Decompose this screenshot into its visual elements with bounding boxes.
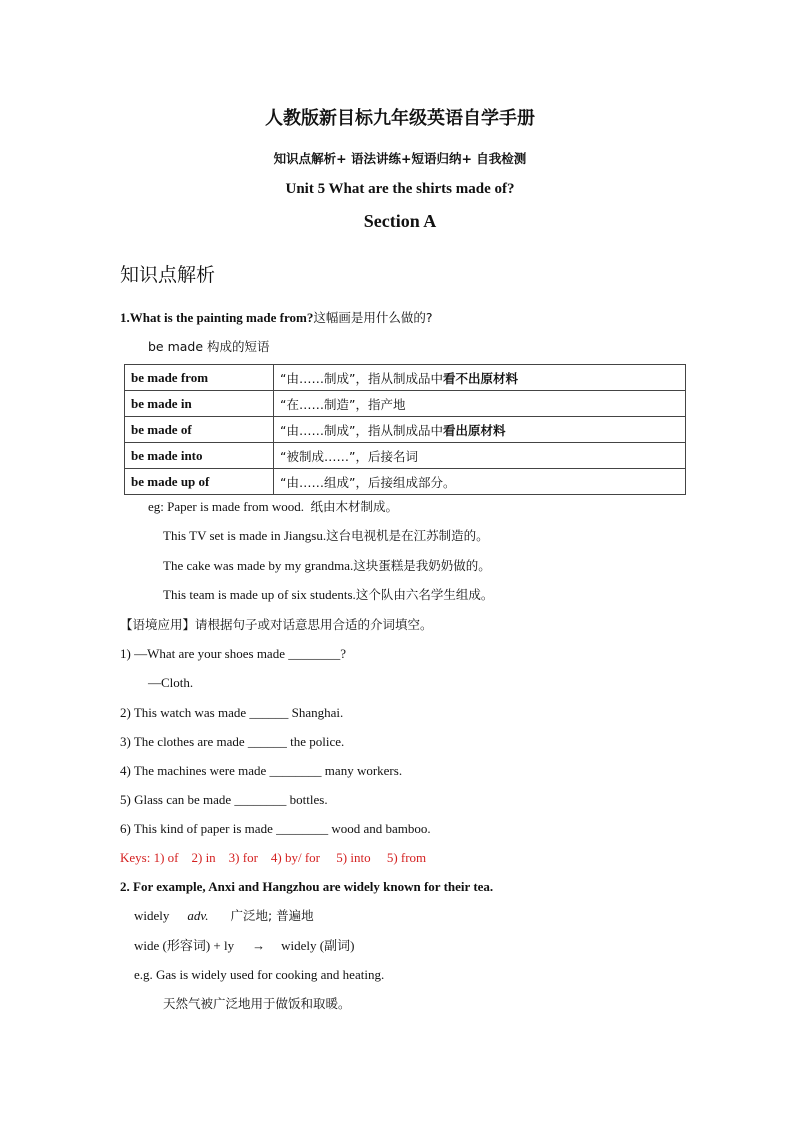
- phrase-table-row: [125, 391, 686, 417]
- unit-title: Unit 5 What are the shirts made of?: [285, 181, 515, 197]
- example-3: [163, 558, 491, 574]
- point2-example-zh: 天然气被广泛地用于做饭和取暖。: [163, 996, 351, 1011]
- meaning-text: “在……制造”，指产地: [280, 396, 406, 412]
- point1-question: 1.What is the painting made from?: [120, 310, 314, 325]
- meaning-text: “由……组成”，后接组成部分。: [280, 474, 456, 490]
- meaning-text: “由……制成”，指从制成品中: [280, 422, 443, 438]
- document-title: 人教版新目标九年级英语自学手册: [265, 108, 535, 129]
- meaning-cell: [274, 417, 686, 443]
- knowledge-heading: 知识点解析: [120, 264, 216, 286]
- document-subtitle: 知识点解析+ 语法讲练+短语归纳+ 自我检测: [273, 151, 527, 166]
- example-4-zh: 这个队由六名学生组成。: [355, 587, 494, 602]
- meaning-cell: [274, 391, 686, 417]
- meaning-cell: [274, 469, 686, 495]
- phrase-table-row: [125, 469, 686, 495]
- widely-definition: [134, 908, 314, 924]
- formation-part-b: widely (副词): [281, 938, 355, 953]
- meaning-text: “由……制成”，指从制成品中: [280, 370, 443, 386]
- meaning-cell: [274, 443, 686, 469]
- phrase-cell: be made of: [125, 417, 274, 443]
- example-1: [148, 499, 398, 515]
- point1-intro: [148, 339, 270, 355]
- meaning-emphasis: 看不出原材料: [442, 370, 518, 386]
- section-title: Section A: [363, 211, 437, 231]
- example-2: [163, 528, 489, 544]
- point2-title: [120, 879, 493, 895]
- phrase-cell: be made into: [125, 443, 274, 469]
- exercise-q6: 6) This kind of paper is made ________ wood and bamboo.: [120, 821, 431, 836]
- widely-formation: [134, 938, 354, 954]
- exercise-q3: 3) The clothes are made ______ the police.: [120, 734, 345, 749]
- widely-pos: adv.: [187, 908, 209, 923]
- meaning-text: “被制成……”，后接名词: [280, 448, 418, 464]
- point1-translation: 这幅画是用什么做的?: [313, 310, 433, 325]
- exercise-q5: 5) Glass can be made ________ bottles.: [120, 792, 328, 807]
- exercise-q1b: —Cloth.: [148, 675, 194, 690]
- formation-part-a: wide (形容词) + ly: [134, 938, 235, 953]
- exercise-q2: 2) This watch was made ______ Shanghai.: [120, 705, 344, 720]
- arrow-icon: →: [252, 938, 266, 953]
- meaning-emphasis: 看出原材料: [442, 422, 506, 438]
- point1-intro-text: be made 构成的短语: [148, 339, 270, 354]
- point2-example-en: e.g. Gas is widely used for cooking and heating.: [134, 967, 385, 982]
- example-4: [163, 587, 493, 603]
- example-1-zh: 纸由木材制成。: [310, 499, 398, 514]
- phrase-table-row: [125, 417, 686, 443]
- example-2-en: This TV set is made in Jiangsu.: [163, 528, 327, 543]
- meaning-cell: [274, 365, 686, 391]
- widely-meaning: 广泛地; 普遍地: [230, 908, 314, 923]
- exercise-q4: 4) The machines were made ________ many workers.: [120, 763, 403, 778]
- phrase-table-row: [125, 443, 686, 469]
- point2-title-text: 2. For example, Anxi and Hangzhou are widely known for their tea.: [120, 879, 494, 894]
- phrase-table-row: [125, 365, 686, 391]
- phrase-cell: be made in: [125, 391, 274, 417]
- answer-keys: Keys: 1) of 2) in 3) for 4) by/ for 5) into 5) from: [120, 850, 427, 865]
- phrase-cell: be made up of: [125, 469, 274, 495]
- example-3-en: The cake was made by my grandma.: [163, 558, 354, 573]
- phrase-table: [124, 364, 686, 495]
- point1-title: [120, 310, 432, 326]
- exercise-q1a: 1) —What are your shoes made ________?: [120, 646, 346, 661]
- example-3-zh: 这块蛋糕是我奶奶做的。: [353, 558, 491, 573]
- exercise-title: 【语境应用】请根据句子或对话意思用合适的介词填空。: [120, 617, 433, 632]
- example-2-zh: 这台电视机是在江苏制造的。: [326, 528, 489, 543]
- example-4-en: This team is made up of six students.: [163, 587, 356, 602]
- example-1-en: eg: Paper is made from wood.: [148, 499, 304, 514]
- phrase-cell: be made from: [125, 365, 274, 391]
- widely-word: widely: [134, 908, 170, 923]
